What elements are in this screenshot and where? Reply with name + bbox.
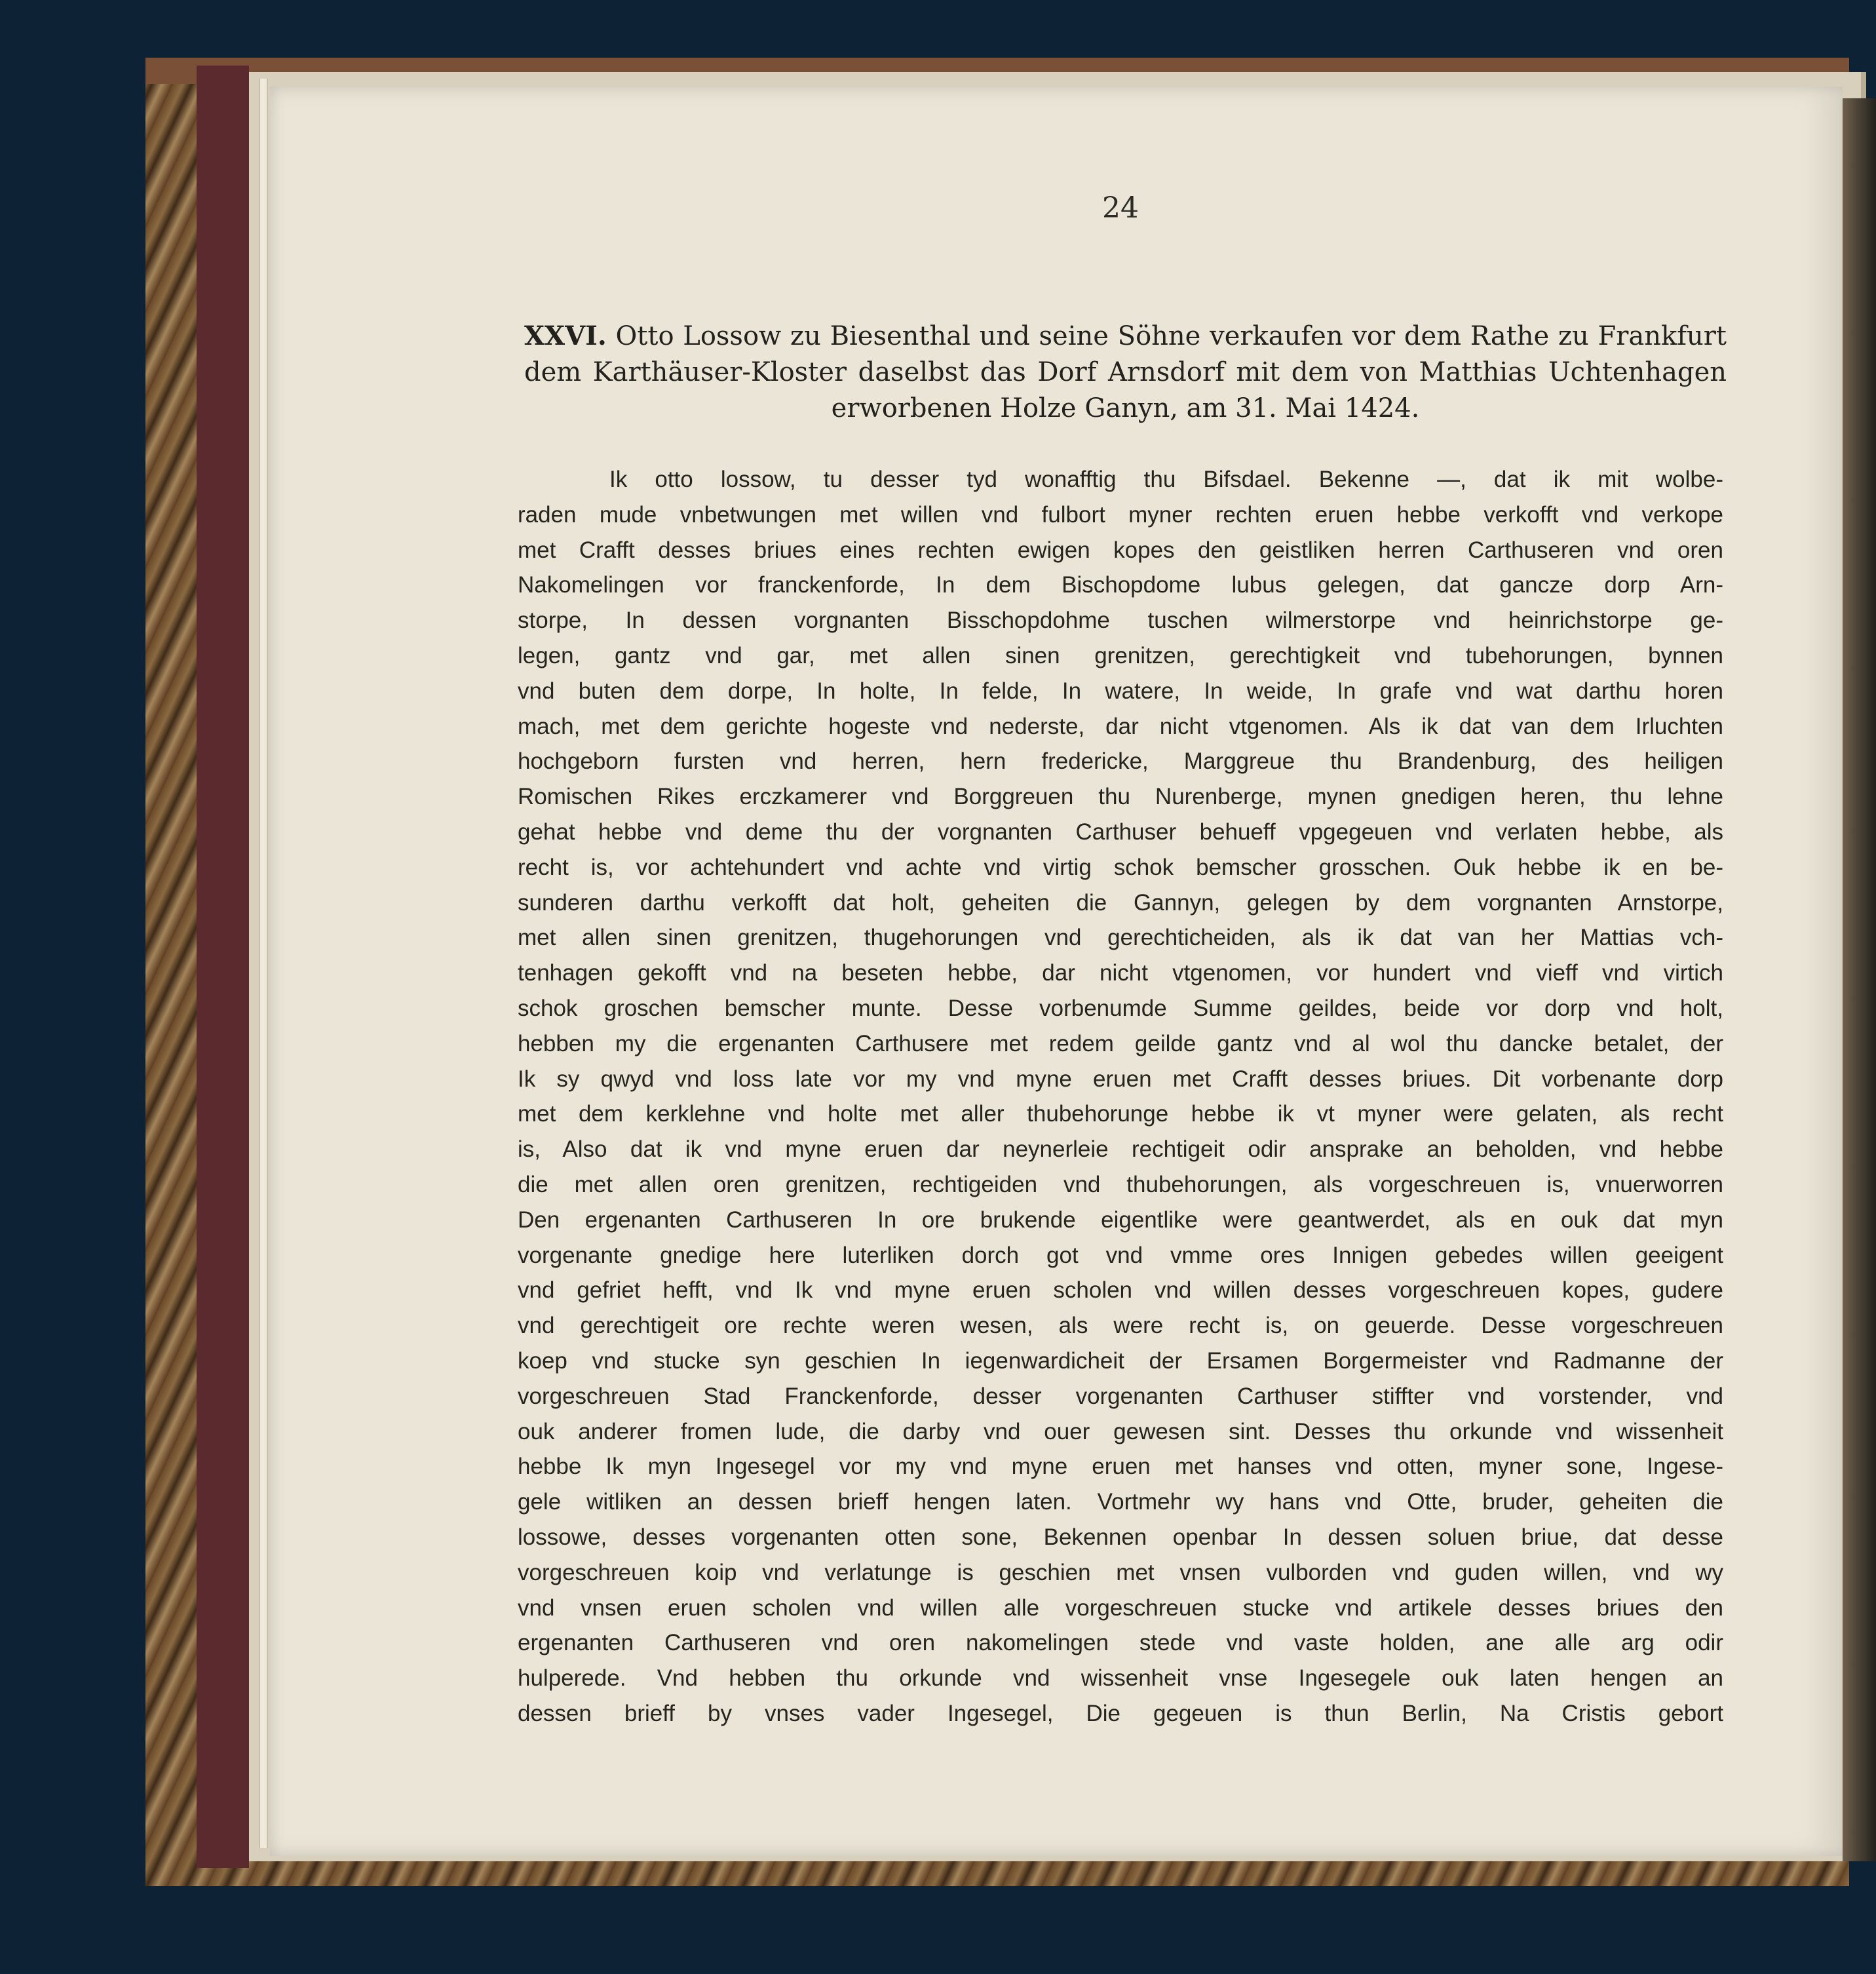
body-line: Ik otto lossow, tu desser tyd wonafftig thu Bifsdael. Bekenne —, dat ik mit wolbe- <box>609 467 1723 492</box>
body-line: mach, met dem gerichte hogeste vnd nederste, dar nicht vtgenomen. Als ik dat van dem Irluchten <box>518 713 1723 739</box>
body-line: tenhagen gekofft vnd na beseten hebbe, dar nicht vtgenomen, vor hundert vnd vieff vnd virtich <box>518 960 1723 986</box>
body-line: lossowe, desses vorgenanten otten sone, Bekennen openbar In dessen soluen briue, dat desse <box>518 1524 1723 1550</box>
page-edge <box>259 79 268 1848</box>
body-line: Ik sy qwyd vnd loss late vor my vnd myne eruen met Crafft desses briues. Dit vorbenante dorp <box>518 1066 1723 1092</box>
body-line: hochgeborn fursten vnd herren, hern fredericke, Marggreue thu Brandenburg, des heiligen <box>518 748 1723 775</box>
body-line: met dem kerklehne vnd holte met aller thubehorunge hebbe ik vt myner were gelaten, als recht <box>518 1101 1723 1127</box>
page-number: 24 <box>1102 191 1139 225</box>
heading-roman-numeral: XXVI. <box>524 320 607 351</box>
body-line: vorgenante gnedige here luterliken dorch got vnd vmme ores Innigen gebedes willen geeigent <box>518 1242 1723 1268</box>
heading-line-1 <box>524 318 1727 355</box>
heading-line-3: erworbenen Holze Ganyn, am 31. Mai 1424. <box>831 393 1420 423</box>
body-line: met Crafft desses briues eines rechten ewigen kopes den geistliken herren Carthuseren vnd oren <box>518 537 1723 563</box>
body-line: met allen sinen grenitzen, thugehorungen vnd gerechticheiden, als ik dat van her Mattias vch- <box>518 925 1723 951</box>
body-line: hebbe Ik myn Ingesegel vor my vnd myne eruen met hanses vnd otten, myner sone, Ingese- <box>518 1454 1723 1480</box>
body-line: vnd buten dem dorpe, In holte, In felde, In watere, In weide, In grafe vnd wat darthu horen <box>518 678 1723 704</box>
body-line: vnd gerechtigeit ore rechte weren wesen, als were recht is, on geuerde. Desse vorgeschreuen <box>518 1313 1723 1339</box>
body-line: sunderen darthu verkofft dat holt, geheiten die Gannyn, gelegen by dem vorgnanten Arnstorpe, <box>518 889 1723 916</box>
page-gutter-shadow <box>1843 98 1876 1861</box>
body-line: schok groschen bemscher munte. Desse vorbenumde Summe geildes, beide vor dorp vnd holt, <box>518 995 1723 1021</box>
body-line: Den ergenanten Carthuseren In ore brukende eigentlike were geantwerdet, als en ouk dat myn <box>518 1207 1723 1233</box>
heading-line-2: dem Karthäuser-Kloster daselbst das Dorf Arnsdorf mit dem von Matthias Uchtenhagen <box>524 357 1727 387</box>
body-line: Romischen Rikes erczkamerer vnd Borggreuen thu Nurenberge, mynen gnedigen heren, thu lehne <box>518 784 1723 810</box>
body-line: koep vnd stucke syn geschien In iegenwardicheit der Ersamen Borgermeister vnd Radmanne der <box>518 1347 1723 1374</box>
body-line: hebben my die ergenanten Carthusere met redem geilde gantz vnd al wol thu dancke betalet, der <box>518 1030 1723 1056</box>
body-line: Nakomelingen vor franckenforde, In dem Bischopdome lubus gelegen, dat gancze dorp Arn- <box>518 572 1723 598</box>
body-line: gele witliken an dessen brieff hengen laten. Vortmehr wy hans vnd Otte, bruder, geheiten die <box>518 1489 1723 1515</box>
body-line: hulperede. Vnd hebben thu orkunde vnd wissenheit vnse Ingesegele ouk laten hengen an <box>518 1665 1723 1692</box>
book-spine-strip <box>197 66 249 1868</box>
document-body-text <box>518 462 1723 1732</box>
body-line: ouk anderer fromen lude, die darby vnd ouer gewesen sint. Desses thu orkunde vnd wissenheit <box>518 1418 1723 1444</box>
body-line: legen, gantz vnd gar, met allen sinen grenitzen, gerechtigkeit vnd tubehorungen, bynnen <box>518 642 1723 668</box>
body-line: recht is, vor achtehundert vnd achte vnd virtig schok bemscher grosschen. Ouk hebbe ik en be- <box>518 854 1723 880</box>
body-line: vnd vnsen eruen scholen vnd willen alle vorgeschreuen stucke vnd artikele desses briues den <box>518 1595 1723 1621</box>
body-line: dessen brieff by vnses vader Ingesegel, Die gegeuen is thun Berlin, Na Cristis gebort <box>518 1700 1723 1726</box>
body-line: storpe, In dessen vorgnanten Bisschopdohme tuschen wilmerstorpe vnd heinrichstorpe ge- <box>518 608 1723 634</box>
body-line: vorgeschreuen Stad Franckenforde, desser vorgenanten Carthuser stiffter vnd vorstender, vnd <box>518 1383 1723 1409</box>
body-line: gehat hebbe vnd deme thu der vorgnanten Carthuser behueff vpgegeuen vnd verlaten hebbe, als <box>518 819 1723 845</box>
document-heading <box>524 318 1727 427</box>
body-line: ergenanten Carthuseren vnd oren nakomelingen stede vnd vaste holden, ane alle arg odir <box>518 1630 1723 1656</box>
body-line: vorgeschreuen koip vnd verlatunge is geschien met vnsen vulborden vnd guden willen, vnd wy <box>518 1559 1723 1585</box>
body-line: is, Also dat ik vnd myne eruen dar neynerleie rechtigeit odir ansprake an beholden, vnd hebbe <box>518 1136 1723 1163</box>
body-line: die met allen oren grenitzen, rechtigeiden vnd thubehorungen, als vorgeschreuen is, vnuerworren <box>518 1171 1723 1197</box>
body-line: raden mude vnbetwungen met willen vnd fulbort myner rechten eruen hebbe verkofft vnd verkope <box>518 501 1723 528</box>
body-line: vnd gefriet hefft, vnd Ik vnd myne eruen scholen vnd willen desses vorgeschreuen kopes, gudere <box>518 1277 1723 1304</box>
heading-line-1-text: Otto Lossow zu Biesenthal und seine Söhne verkaufen vor dem Rathe zu Frankfurt <box>615 321 1727 351</box>
